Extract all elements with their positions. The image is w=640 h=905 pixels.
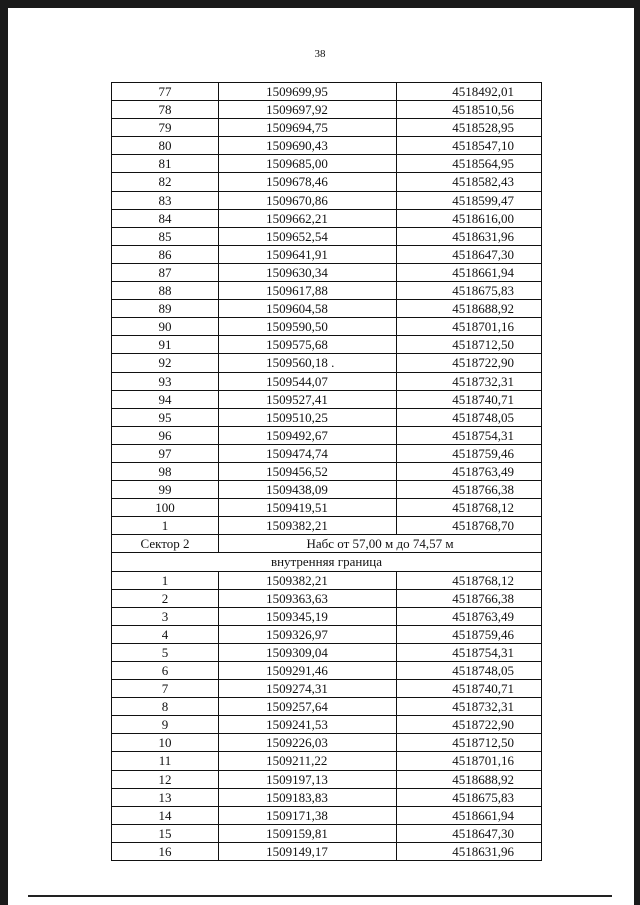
y-coordinate: 4518616,00 bbox=[397, 209, 542, 227]
x-coordinate: 1509149,17 bbox=[219, 842, 397, 860]
point-number: 84 bbox=[112, 209, 219, 227]
sector-label: Сектор 2 bbox=[112, 535, 219, 553]
x-coordinate: 1509363,63 bbox=[219, 589, 397, 607]
table-row bbox=[112, 788, 542, 806]
x-coordinate: 1509699,95 bbox=[219, 83, 397, 101]
sector-block bbox=[112, 535, 542, 571]
x-coordinate: 1509690,43 bbox=[219, 137, 397, 155]
table-row bbox=[112, 191, 542, 209]
x-coordinate: 1509641,91 bbox=[219, 245, 397, 263]
x-coordinate: 1509197,13 bbox=[219, 770, 397, 788]
coordinates-block-outer bbox=[112, 83, 542, 535]
x-coordinate: 1509159,81 bbox=[219, 824, 397, 842]
coordinates-block-inner bbox=[112, 571, 542, 861]
x-coordinate: 1509438,09 bbox=[219, 481, 397, 499]
x-coordinate: 1509510,25 bbox=[219, 408, 397, 426]
point-number: 9 bbox=[112, 716, 219, 734]
x-coordinate: 1509694,75 bbox=[219, 119, 397, 137]
inner-boundary-row bbox=[112, 553, 542, 571]
table-row bbox=[112, 101, 542, 119]
point-number: 16 bbox=[112, 842, 219, 860]
y-coordinate: 4518766,38 bbox=[397, 589, 542, 607]
y-coordinate: 4518768,12 bbox=[397, 499, 542, 517]
x-coordinate: 1509652,54 bbox=[219, 227, 397, 245]
point-number: 79 bbox=[112, 119, 219, 137]
y-coordinate: 4518722,90 bbox=[397, 716, 542, 734]
table-row bbox=[112, 499, 542, 517]
table-row bbox=[112, 209, 542, 227]
y-coordinate: 4518754,31 bbox=[397, 426, 542, 444]
x-coordinate: 1509670,86 bbox=[219, 191, 397, 209]
point-number: 89 bbox=[112, 300, 219, 318]
y-coordinate: 4518688,92 bbox=[397, 300, 542, 318]
table-row bbox=[112, 752, 542, 770]
table-row bbox=[112, 263, 542, 281]
point-number: 99 bbox=[112, 481, 219, 499]
table-row bbox=[112, 426, 542, 444]
y-coordinate: 4518701,16 bbox=[397, 752, 542, 770]
x-coordinate: 1509617,88 bbox=[219, 282, 397, 300]
table-row bbox=[112, 173, 542, 191]
x-coordinate: 1509678,46 bbox=[219, 173, 397, 191]
point-number: 100 bbox=[112, 499, 219, 517]
table-row bbox=[112, 806, 542, 824]
y-coordinate: 4518510,56 bbox=[397, 101, 542, 119]
x-coordinate: 1509685,00 bbox=[219, 155, 397, 173]
x-coordinate: 1509662,21 bbox=[219, 209, 397, 227]
point-number: 1 bbox=[112, 571, 219, 589]
y-coordinate: 4518732,31 bbox=[397, 372, 542, 390]
table-row bbox=[112, 680, 542, 698]
inner-boundary-label: внутренняя граница bbox=[112, 553, 542, 571]
point-number: 11 bbox=[112, 752, 219, 770]
y-coordinate: 4518582,43 bbox=[397, 173, 542, 191]
x-coordinate: 1509382,21 bbox=[219, 571, 397, 589]
table-row bbox=[112, 824, 542, 842]
y-coordinate: 4518748,05 bbox=[397, 662, 542, 680]
x-coordinate: 1509527,41 bbox=[219, 390, 397, 408]
scan-border-right bbox=[634, 0, 640, 905]
y-coordinate: 4518712,50 bbox=[397, 734, 542, 752]
y-coordinate: 4518763,49 bbox=[397, 462, 542, 480]
point-number: 81 bbox=[112, 155, 219, 173]
table-row bbox=[112, 517, 542, 535]
y-coordinate: 4518661,94 bbox=[397, 263, 542, 281]
y-coordinate: 4518675,83 bbox=[397, 282, 542, 300]
x-coordinate: 1509382,21 bbox=[219, 517, 397, 535]
table-row bbox=[112, 734, 542, 752]
table-row bbox=[112, 137, 542, 155]
table-row bbox=[112, 282, 542, 300]
point-number: 94 bbox=[112, 390, 219, 408]
table-row bbox=[112, 842, 542, 860]
table-row bbox=[112, 119, 542, 137]
point-number: 78 bbox=[112, 101, 219, 119]
table-row bbox=[112, 770, 542, 788]
x-coordinate: 1509326,97 bbox=[219, 625, 397, 643]
scan-border-top bbox=[0, 0, 640, 8]
point-number: 82 bbox=[112, 173, 219, 191]
page-number: 38 bbox=[314, 48, 326, 60]
y-coordinate: 4518647,30 bbox=[397, 824, 542, 842]
x-coordinate: 1509291,46 bbox=[219, 662, 397, 680]
y-coordinate: 4518754,31 bbox=[397, 643, 542, 661]
point-number: 87 bbox=[112, 263, 219, 281]
table-row bbox=[112, 481, 542, 499]
point-number: 95 bbox=[112, 408, 219, 426]
table-row bbox=[112, 662, 542, 680]
point-number: 6 bbox=[112, 662, 219, 680]
y-coordinate: 4518763,49 bbox=[397, 607, 542, 625]
point-number: 15 bbox=[112, 824, 219, 842]
table-row bbox=[112, 607, 542, 625]
y-coordinate: 4518768,12 bbox=[397, 571, 542, 589]
table-row bbox=[112, 354, 542, 372]
x-coordinate: 1509171,38 bbox=[219, 806, 397, 824]
point-number: 92 bbox=[112, 354, 219, 372]
x-coordinate: 1509345,19 bbox=[219, 607, 397, 625]
table-row bbox=[112, 245, 542, 263]
y-coordinate: 4518564,95 bbox=[397, 155, 542, 173]
x-coordinate: 1509274,31 bbox=[219, 680, 397, 698]
x-coordinate: 1509226,03 bbox=[219, 734, 397, 752]
table-row bbox=[112, 571, 542, 589]
x-coordinate: 1509241,53 bbox=[219, 716, 397, 734]
y-coordinate: 4518631,96 bbox=[397, 842, 542, 860]
x-coordinate: 1509630,34 bbox=[219, 263, 397, 281]
point-number: 91 bbox=[112, 336, 219, 354]
point-number: 13 bbox=[112, 788, 219, 806]
y-coordinate: 4518732,31 bbox=[397, 698, 542, 716]
table-row bbox=[112, 318, 542, 336]
table-row bbox=[112, 372, 542, 390]
table-row bbox=[112, 625, 542, 643]
point-number: 14 bbox=[112, 806, 219, 824]
point-number: 8 bbox=[112, 698, 219, 716]
point-number: 4 bbox=[112, 625, 219, 643]
y-coordinate: 4518492,01 bbox=[397, 83, 542, 101]
y-coordinate: 4518647,30 bbox=[397, 245, 542, 263]
point-number: 1 bbox=[112, 517, 219, 535]
y-coordinate: 4518631,96 bbox=[397, 227, 542, 245]
point-number: 77 bbox=[112, 83, 219, 101]
table-row bbox=[112, 698, 542, 716]
y-coordinate: 4518740,71 bbox=[397, 680, 542, 698]
scan-border-left bbox=[0, 0, 8, 905]
point-number: 80 bbox=[112, 137, 219, 155]
table-row bbox=[112, 444, 542, 462]
point-number: 3 bbox=[112, 607, 219, 625]
table-row bbox=[112, 336, 542, 354]
y-coordinate: 4518688,92 bbox=[397, 770, 542, 788]
y-coordinate: 4518547,10 bbox=[397, 137, 542, 155]
y-coordinate: 4518759,46 bbox=[397, 625, 542, 643]
y-coordinate: 4518740,71 bbox=[397, 390, 542, 408]
point-number: 93 bbox=[112, 372, 219, 390]
y-coordinate: 4518768,70 bbox=[397, 517, 542, 535]
x-coordinate: 1509211,22 bbox=[219, 752, 397, 770]
table-row bbox=[112, 227, 542, 245]
x-coordinate: 1509492,67 bbox=[219, 426, 397, 444]
y-coordinate: 4518766,38 bbox=[397, 481, 542, 499]
point-number: 86 bbox=[112, 245, 219, 263]
sector-height-range: Набс от 57,00 м до 74,57 м bbox=[219, 535, 542, 553]
point-number: 96 bbox=[112, 426, 219, 444]
x-coordinate: 1509419,51 bbox=[219, 499, 397, 517]
coordinates-table bbox=[111, 82, 542, 861]
x-coordinate: 1509456,52 bbox=[219, 462, 397, 480]
x-coordinate: 1509575,68 bbox=[219, 336, 397, 354]
x-coordinate: 1509590,50 bbox=[219, 318, 397, 336]
x-coordinate: 1509474,74 bbox=[219, 444, 397, 462]
table-row bbox=[112, 155, 542, 173]
table-row bbox=[112, 300, 542, 318]
y-coordinate: 4518748,05 bbox=[397, 408, 542, 426]
table-row bbox=[112, 462, 542, 480]
x-coordinate: 1509544,07 bbox=[219, 372, 397, 390]
point-number: 10 bbox=[112, 734, 219, 752]
y-coordinate: 4518712,50 bbox=[397, 336, 542, 354]
x-coordinate: 1509257,64 bbox=[219, 698, 397, 716]
y-coordinate: 4518759,46 bbox=[397, 444, 542, 462]
point-number: 7 bbox=[112, 680, 219, 698]
sector-row bbox=[112, 535, 542, 553]
y-coordinate: 4518599,47 bbox=[397, 191, 542, 209]
x-coordinate: 1509697,92 bbox=[219, 101, 397, 119]
point-number: 88 bbox=[112, 282, 219, 300]
point-number: 5 bbox=[112, 643, 219, 661]
point-number: 98 bbox=[112, 462, 219, 480]
x-coordinate: 1509604,58 bbox=[219, 300, 397, 318]
table-row bbox=[112, 716, 542, 734]
table-row bbox=[112, 408, 542, 426]
point-number: 90 bbox=[112, 318, 219, 336]
point-number: 2 bbox=[112, 589, 219, 607]
x-coordinate: 1509560,18 . bbox=[219, 354, 397, 372]
scan-border-bottom bbox=[28, 895, 612, 897]
y-coordinate: 4518675,83 bbox=[397, 788, 542, 806]
table-row bbox=[112, 589, 542, 607]
x-coordinate: 1509183,83 bbox=[219, 788, 397, 806]
y-coordinate: 4518701,16 bbox=[397, 318, 542, 336]
point-number: 97 bbox=[112, 444, 219, 462]
table-row bbox=[112, 83, 542, 101]
point-number: 85 bbox=[112, 227, 219, 245]
y-coordinate: 4518661,94 bbox=[397, 806, 542, 824]
y-coordinate: 4518722,90 bbox=[397, 354, 542, 372]
table-row bbox=[112, 390, 542, 408]
x-coordinate: 1509309,04 bbox=[219, 643, 397, 661]
point-number: 12 bbox=[112, 770, 219, 788]
table-row bbox=[112, 643, 542, 661]
point-number: 83 bbox=[112, 191, 219, 209]
y-coordinate: 4518528,95 bbox=[397, 119, 542, 137]
